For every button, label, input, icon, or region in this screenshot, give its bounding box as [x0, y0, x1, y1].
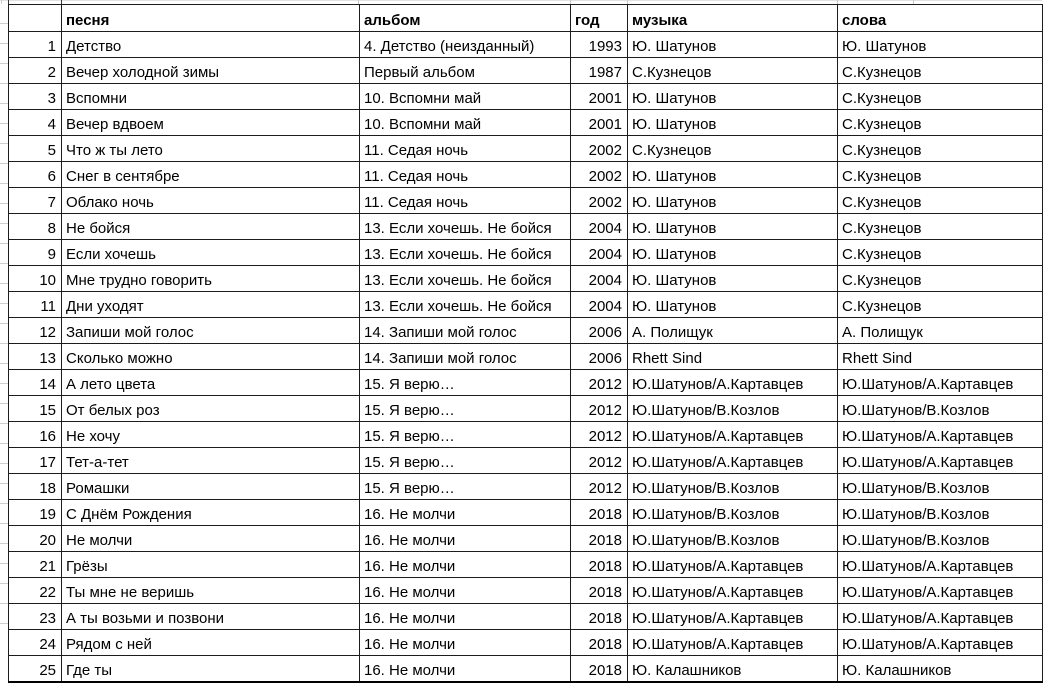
cell-song[interactable]: Вечер холодной зимы [62, 58, 360, 84]
cell-song[interactable]: Ты мне не веришь [62, 578, 360, 604]
cell-num[interactable]: 4 [9, 110, 62, 136]
cell-music[interactable]: Ю. Шатунов [628, 292, 838, 318]
table-body [9, 32, 1043, 683]
cell-song[interactable]: Вечер вдвоем [62, 110, 360, 136]
cell-lyrics[interactable]: Ю.Шатунов/В.Козлов [838, 396, 1043, 422]
cell-lyrics[interactable]: Ю.Шатунов/А.Картавцев [838, 604, 1043, 630]
cell-num[interactable]: 15 [9, 396, 62, 422]
cell-song[interactable]: Тет-а-тет [62, 448, 360, 474]
cell-num[interactable]: 1 [9, 32, 62, 58]
cell-music[interactable]: Ю. Шатунов [628, 32, 838, 58]
cell-song[interactable]: Запиши мой голос [62, 318, 360, 344]
cell-song[interactable]: Дни уходят [62, 292, 360, 318]
cell-music[interactable]: Ю. Калашников [628, 656, 838, 683]
cell-year[interactable]: 2012 [571, 474, 628, 500]
column-header-lyrics[interactable]: слова [838, 5, 1043, 32]
cell-num[interactable]: 10 [9, 266, 62, 292]
cell-song[interactable]: Ромашки [62, 474, 360, 500]
cell-album[interactable]: 14. Запиши мой голос [360, 344, 571, 370]
cell-year[interactable]: 1987 [571, 58, 628, 84]
cell-music[interactable]: Ю.Шатунов/А.Картавцев [628, 370, 838, 396]
cell-num[interactable]: 25 [9, 656, 62, 683]
cell-lyrics[interactable]: Ю.Шатунов/А.Картавцев [838, 422, 1043, 448]
cell-lyrics[interactable]: Ю.Шатунов/А.Картавцев [838, 448, 1043, 474]
table-row [9, 32, 1043, 58]
cell-album[interactable]: 13. Если хочешь. Не бойся [360, 292, 571, 318]
cell-year[interactable]: 2004 [571, 266, 628, 292]
cell-num[interactable]: 7 [9, 188, 62, 214]
cell-lyrics[interactable]: С.Кузнецов [838, 292, 1043, 318]
cell-num[interactable]: 24 [9, 630, 62, 656]
cell-year[interactable]: 2018 [571, 604, 628, 630]
cell-album[interactable]: 4. Детство (неизданный) [360, 32, 571, 58]
table-row [9, 136, 1043, 162]
cell-year[interactable]: 2018 [571, 500, 628, 526]
cell-year[interactable]: 2002 [571, 136, 628, 162]
cell-year[interactable]: 2004 [571, 240, 628, 266]
cell-num[interactable]: 20 [9, 526, 62, 552]
table-row [9, 84, 1043, 110]
cell-num[interactable]: 9 [9, 240, 62, 266]
cell-song[interactable]: Мне трудно говорить [62, 266, 360, 292]
cell-music[interactable]: Ю. Шатунов [628, 84, 838, 110]
cell-lyrics[interactable]: Ю.Шатунов/А.Картавцев [838, 552, 1043, 578]
table-row [9, 526, 1043, 552]
cell-album[interactable]: 13. Если хочешь. Не бойся [360, 266, 571, 292]
cell-lyrics[interactable]: С.Кузнецов [838, 84, 1043, 110]
table-row [9, 214, 1043, 240]
cell-year[interactable]: 2006 [571, 318, 628, 344]
cell-album[interactable]: 11. Седая ночь [360, 162, 571, 188]
cell-year[interactable]: 2012 [571, 370, 628, 396]
cell-year[interactable]: 2001 [571, 84, 628, 110]
column-header-year[interactable]: год [571, 5, 628, 32]
column-header-album[interactable]: альбом [360, 5, 571, 32]
cell-album[interactable]: 15. Я верю… [360, 370, 571, 396]
cell-song[interactable]: Не бойся [62, 214, 360, 240]
cell-num[interactable]: 8 [9, 214, 62, 240]
cell-lyrics[interactable]: Rhett Sind [838, 344, 1043, 370]
cell-song[interactable]: Рядом с ней [62, 630, 360, 656]
cell-music[interactable]: Ю.Шатунов/А.Картавцев [628, 448, 838, 474]
cell-lyrics[interactable]: С.Кузнецов [838, 188, 1043, 214]
cell-song[interactable]: А ты возьми и позвони [62, 604, 360, 630]
table-row [9, 110, 1043, 136]
cell-song[interactable]: Вспомни [62, 84, 360, 110]
table-row [9, 396, 1043, 422]
cell-lyrics[interactable]: Ю.Шатунов/А.Картавцев [838, 578, 1043, 604]
table-row [9, 240, 1043, 266]
cell-music[interactable]: Ю. Шатунов [628, 266, 838, 292]
cell-song[interactable]: Не хочу [62, 422, 360, 448]
cell-year[interactable]: 2018 [571, 578, 628, 604]
cell-year[interactable]: 1993 [571, 32, 628, 58]
cell-song[interactable]: Детство [62, 32, 360, 58]
column-header-row-number[interactable] [9, 5, 62, 32]
cell-album[interactable]: 16. Не молчи [360, 552, 571, 578]
cell-music[interactable]: Ю.Шатунов/В.Козлов [628, 474, 838, 500]
cell-year[interactable]: 2012 [571, 396, 628, 422]
cell-year[interactable]: 2006 [571, 344, 628, 370]
cell-music[interactable]: Ю.Шатунов/В.Козлов [628, 396, 838, 422]
cell-year[interactable]: 2012 [571, 448, 628, 474]
cell-num[interactable]: 22 [9, 578, 62, 604]
cell-year[interactable]: 2018 [571, 526, 628, 552]
cell-album[interactable]: Первый альбом [360, 58, 571, 84]
table-row [9, 162, 1043, 188]
cell-lyrics[interactable]: Ю.Шатунов/В.Козлов [838, 474, 1043, 500]
cell-music[interactable]: Rhett Sind [628, 344, 838, 370]
cell-song[interactable]: Грёзы [62, 552, 360, 578]
column-header-song[interactable]: песня [62, 5, 360, 32]
cell-year[interactable]: 2004 [571, 292, 628, 318]
cell-song[interactable]: Что ж ты лето [62, 136, 360, 162]
cell-num[interactable]: 14 [9, 370, 62, 396]
table-row [9, 630, 1043, 656]
cell-num[interactable]: 21 [9, 552, 62, 578]
cell-num[interactable]: 13 [9, 344, 62, 370]
cell-year[interactable]: 2004 [571, 214, 628, 240]
table-row [9, 656, 1043, 683]
table-row [9, 188, 1043, 214]
cell-song[interactable]: Снег в сентябре [62, 162, 360, 188]
cell-song[interactable]: Если хочешь [62, 240, 360, 266]
cell-music[interactable]: Ю. Шатунов [628, 162, 838, 188]
cell-album[interactable]: 15. Я верю… [360, 422, 571, 448]
cell-year[interactable]: 2018 [571, 552, 628, 578]
cell-num[interactable]: 17 [9, 448, 62, 474]
cell-song[interactable]: От белых роз [62, 396, 360, 422]
cell-lyrics[interactable]: А. Полищук [838, 318, 1043, 344]
cell-lyrics[interactable]: С.Кузнецов [838, 162, 1043, 188]
cell-num[interactable]: 11 [9, 292, 62, 318]
cell-music[interactable]: Ю. Шатунов [628, 240, 838, 266]
table-row [9, 500, 1043, 526]
cell-lyrics[interactable]: С.Кузнецов [838, 240, 1043, 266]
header-row [9, 5, 1043, 32]
column-header-music[interactable]: музыка [628, 5, 838, 32]
cell-num[interactable]: 16 [9, 422, 62, 448]
cell-music[interactable]: Ю.Шатунов/А.Картавцев [628, 552, 838, 578]
cell-lyrics[interactable]: С.Кузнецов [838, 58, 1043, 84]
cell-music[interactable]: Ю. Шатунов [628, 188, 838, 214]
cell-song[interactable]: Не молчи [62, 526, 360, 552]
cell-lyrics[interactable]: Ю.Шатунов/В.Козлов [838, 526, 1043, 552]
cell-album[interactable]: 15. Я верю… [360, 474, 571, 500]
table-row [9, 344, 1043, 370]
cell-music[interactable]: С.Кузнецов [628, 136, 838, 162]
table-row [9, 578, 1043, 604]
cell-album[interactable]: 16. Не молчи [360, 604, 571, 630]
cell-song[interactable]: Сколько можно [62, 344, 360, 370]
cell-music[interactable]: Ю.Шатунов/А.Картавцев [628, 578, 838, 604]
cell-year[interactable]: 2001 [571, 110, 628, 136]
cell-lyrics[interactable]: С.Кузнецов [838, 214, 1043, 240]
cell-lyrics[interactable]: Ю.Шатунов/А.Картавцев [838, 630, 1043, 656]
cell-album[interactable]: 10. Вспомни май [360, 110, 571, 136]
cell-music[interactable]: Ю.Шатунов/В.Козлов [628, 526, 838, 552]
cell-num[interactable]: 18 [9, 474, 62, 500]
cell-album[interactable]: 16. Не молчи [360, 656, 571, 683]
cell-year[interactable]: 2002 [571, 162, 628, 188]
cell-year[interactable]: 2012 [571, 422, 628, 448]
cell-album[interactable]: 16. Не молчи [360, 500, 571, 526]
table-row [9, 370, 1043, 396]
table-row [9, 266, 1043, 292]
cell-album[interactable]: 14. Запиши мой голос [360, 318, 571, 344]
cell-album[interactable]: 13. Если хочешь. Не бойся [360, 214, 571, 240]
cell-song[interactable]: А лето цвета [62, 370, 360, 396]
cell-num[interactable]: 5 [9, 136, 62, 162]
cell-album[interactable]: 10. Вспомни май [360, 84, 571, 110]
cell-music[interactable]: Ю.Шатунов/А.Картавцев [628, 630, 838, 656]
cell-song[interactable]: С Днём Рождения [62, 500, 360, 526]
cell-lyrics[interactable]: Ю.Шатунов/А.Картавцев [838, 370, 1043, 396]
partial-left-column [0, 4, 8, 629]
cell-song[interactable]: Облако ночь [62, 188, 360, 214]
cell-music[interactable]: Ю.Шатунов/В.Козлов [628, 500, 838, 526]
gridline-above [0, 0, 1042, 1]
cell-num[interactable]: 19 [9, 500, 62, 526]
cell-album[interactable]: 11. Седая ночь [360, 136, 571, 162]
cell-music[interactable]: Ю.Шатунов/А.Картавцев [628, 604, 838, 630]
cell-music[interactable]: С.Кузнецов [628, 58, 838, 84]
cell-lyrics[interactable]: С.Кузнецов [838, 136, 1043, 162]
table-row [9, 422, 1043, 448]
cell-music[interactable]: Ю. Шатунов [628, 110, 838, 136]
cell-lyrics[interactable]: Ю. Шатунов [838, 32, 1043, 58]
cell-music[interactable]: Ю. Шатунов [628, 214, 838, 240]
cell-num[interactable]: 3 [9, 84, 62, 110]
cell-num[interactable]: 6 [9, 162, 62, 188]
cell-lyrics[interactable]: С.Кузнецов [838, 266, 1043, 292]
cell-album[interactable]: 13. Если хочешь. Не бойся [360, 240, 571, 266]
table-row [9, 604, 1043, 630]
cell-lyrics[interactable]: Ю.Шатунов/В.Козлов [838, 500, 1043, 526]
songs-table [8, 4, 1043, 683]
cell-year[interactable]: 2018 [571, 656, 628, 683]
table-row [9, 58, 1043, 84]
table-row [9, 474, 1043, 500]
cell-song[interactable]: Где ты [62, 656, 360, 683]
cell-album[interactable]: 16. Не молчи [360, 630, 571, 656]
cell-year[interactable]: 2002 [571, 188, 628, 214]
cell-album[interactable]: 15. Я верю… [360, 448, 571, 474]
cell-lyrics[interactable]: Ю. Калашников [838, 656, 1043, 683]
cell-music[interactable]: Ю.Шатунов/А.Картавцев [628, 422, 838, 448]
table-row [9, 318, 1043, 344]
cell-album[interactable]: 16. Не молчи [360, 578, 571, 604]
cell-year[interactable]: 2018 [571, 630, 628, 656]
cell-num[interactable]: 23 [9, 604, 62, 630]
cell-num[interactable]: 2 [9, 58, 62, 84]
cell-lyrics[interactable]: С.Кузнецов [838, 110, 1043, 136]
cell-music[interactable]: А. Полищук [628, 318, 838, 344]
cell-num[interactable]: 12 [9, 318, 62, 344]
table-row [9, 292, 1043, 318]
table-row [9, 448, 1043, 474]
cell-album[interactable]: 11. Седая ночь [360, 188, 571, 214]
cell-album[interactable]: 15. Я верю… [360, 396, 571, 422]
cell-album[interactable]: 16. Не молчи [360, 526, 571, 552]
table-row [9, 552, 1043, 578]
